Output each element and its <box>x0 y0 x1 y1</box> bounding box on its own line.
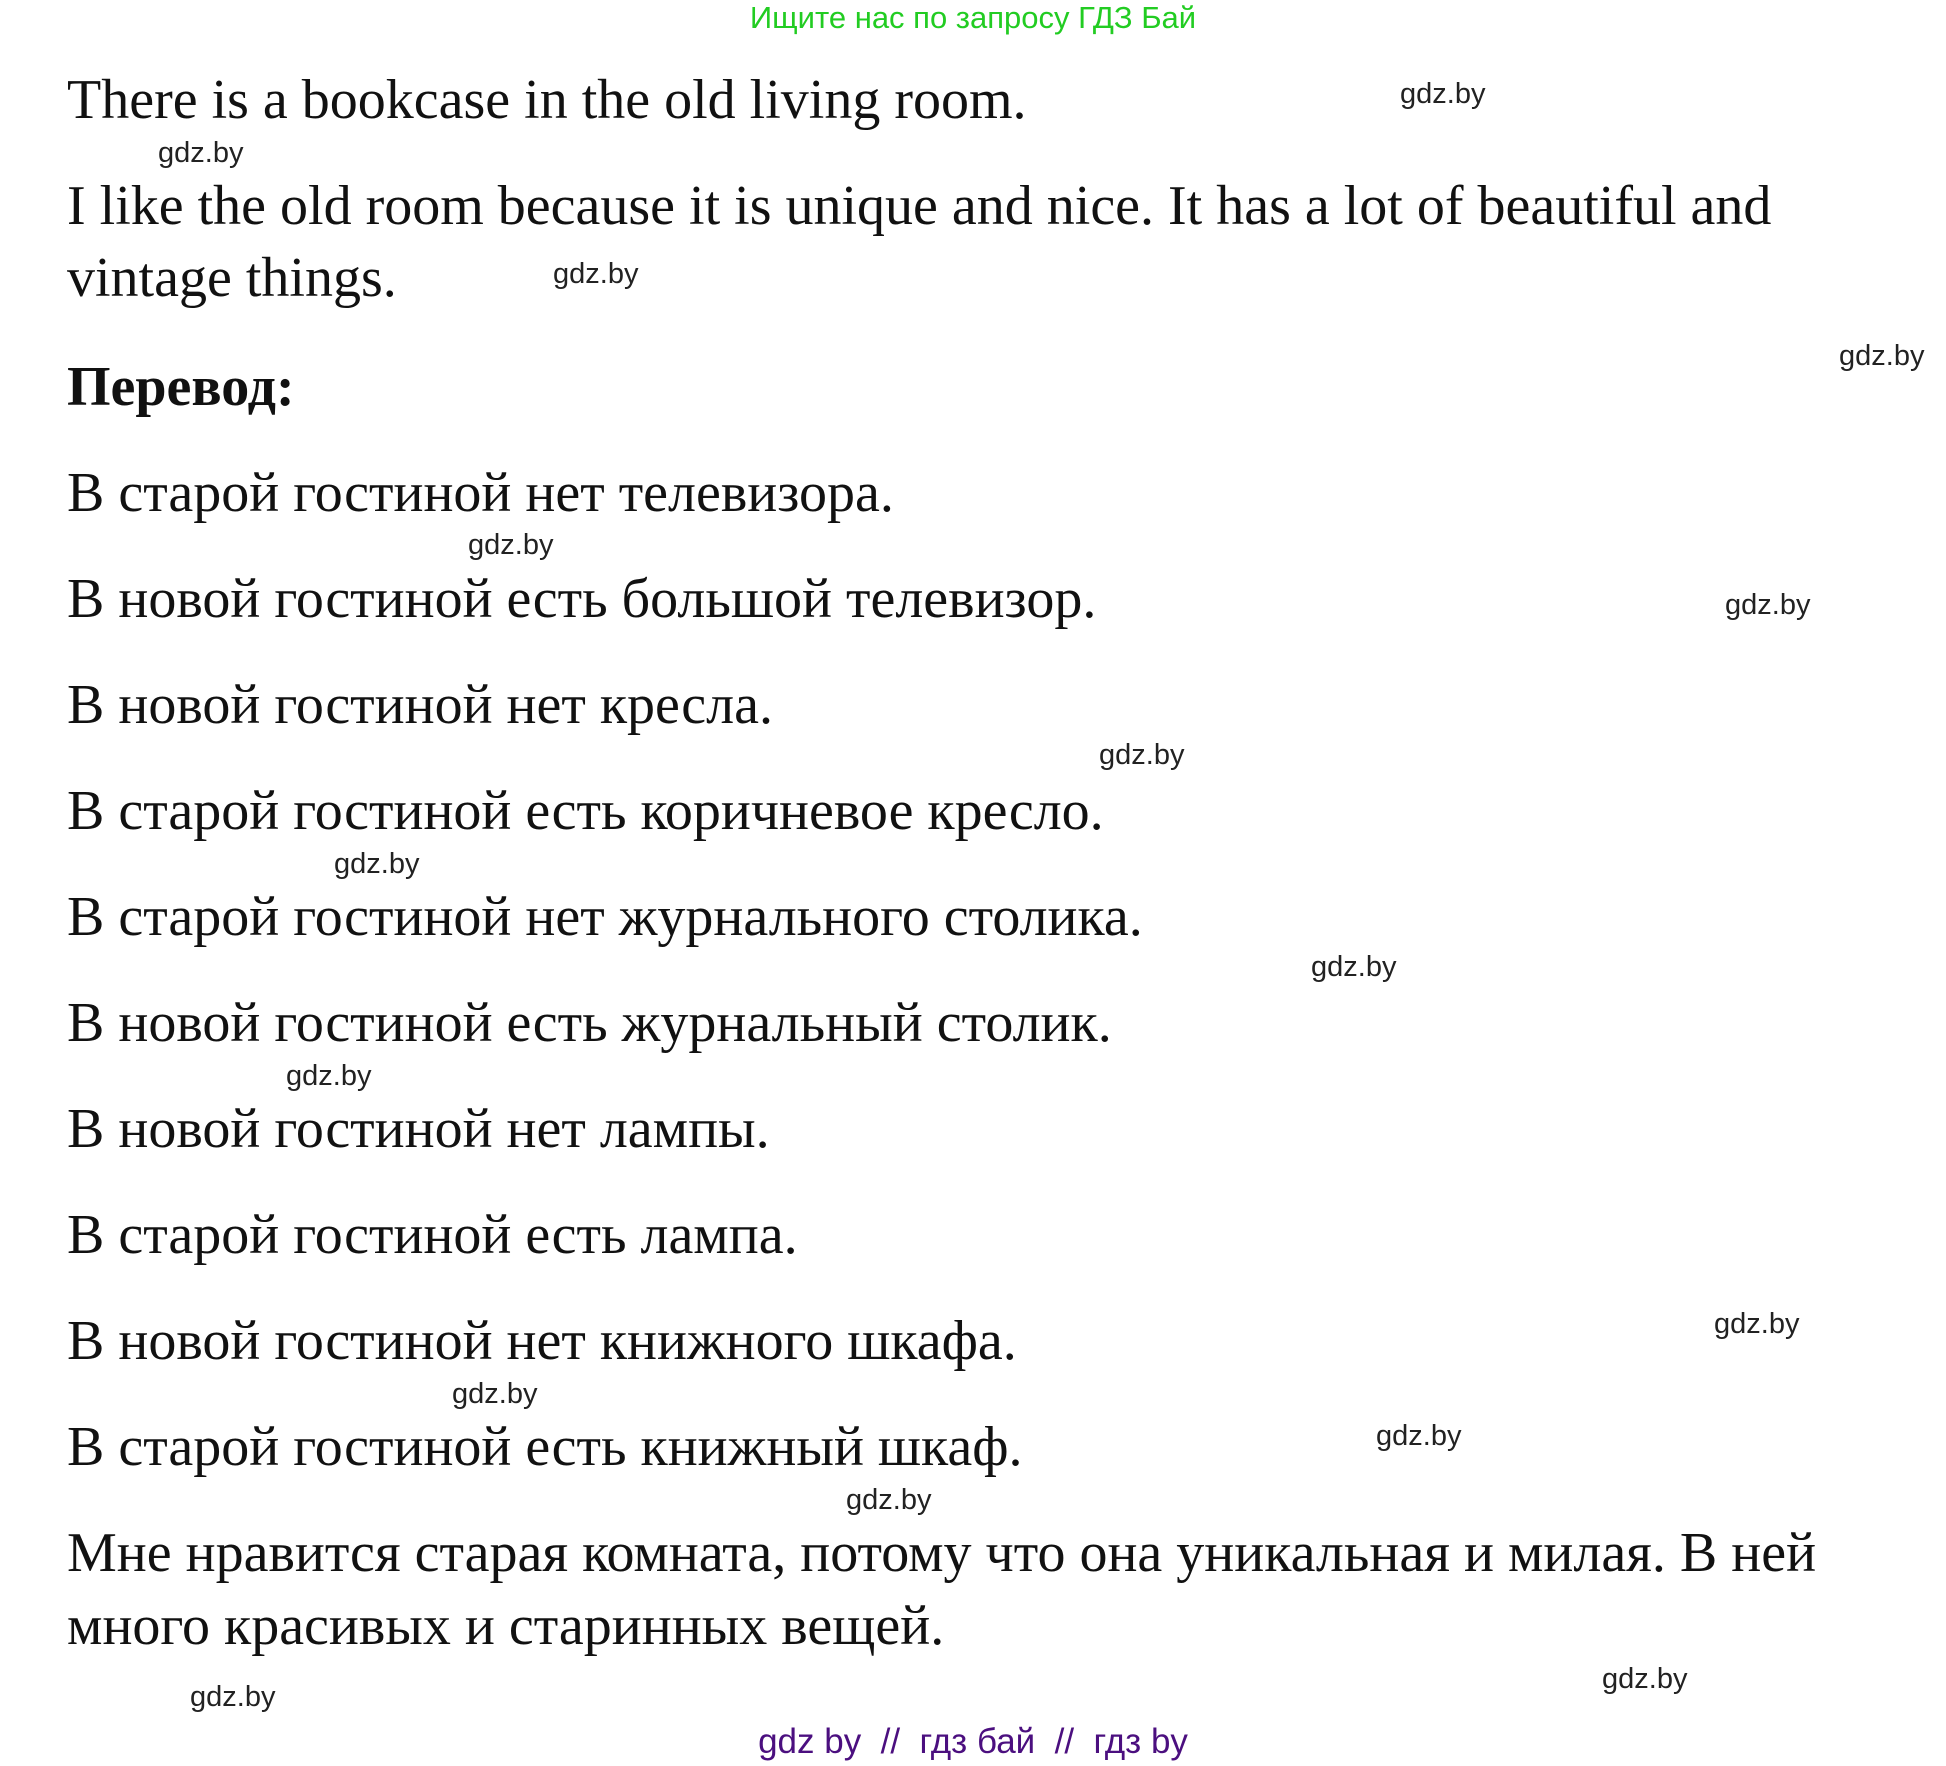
text-line: Мне нравится старая комната, потому что она уникальная и милая. В ней <box>67 1522 1817 1584</box>
watermark: gdz.by <box>452 1378 538 1410</box>
watermark: gdz.by <box>1099 739 1185 771</box>
search-hint-banner: Ищите нас по запросу ГДЗ Бай <box>749 0 1197 35</box>
text-line: В старой гостиной нет журнального столика. <box>67 886 1143 948</box>
text-line: В новой гостиной есть журнальный столик. <box>67 992 1112 1054</box>
text-line: В старой гостиной есть лампа. <box>67 1204 798 1266</box>
text-line: В новой гостиной нет книжного шкафа. <box>67 1310 1017 1372</box>
text-line: В новой гостиной есть большой телевизор. <box>67 568 1097 630</box>
watermark: gdz.by <box>468 529 554 561</box>
watermark: gdz.by <box>190 1681 276 1713</box>
watermark: gdz.by <box>1602 1663 1688 1695</box>
text-line: В старой гостиной нет телевизора. <box>67 462 894 524</box>
text-line: В новой гостиной нет кресла. <box>67 674 773 736</box>
text-line: В старой гостиной есть коричневое кресло. <box>67 780 1104 842</box>
watermark: gdz.by <box>1725 589 1811 621</box>
watermark: gdz.by <box>553 258 639 290</box>
watermark: gdz.by <box>1839 340 1925 372</box>
watermark: gdz.by <box>1714 1308 1800 1340</box>
text-line: I like the old room because it is unique and nice. It has a lot of beautiful and <box>67 175 1772 237</box>
text-line: vintage things. <box>67 247 397 309</box>
watermark: gdz.by <box>1376 1420 1462 1452</box>
text-line: В старой гостиной есть книжный шкаф. <box>67 1416 1023 1478</box>
translation-heading: Перевод: <box>67 356 295 418</box>
text-line: много красивых и старинных вещей. <box>67 1595 945 1657</box>
watermark: gdz.by <box>158 137 244 169</box>
watermark: gdz.by <box>1311 951 1397 983</box>
text-line: В новой гостиной нет лампы. <box>67 1098 770 1160</box>
watermark: gdz.by <box>846 1484 932 1516</box>
watermark: gdz.by <box>334 848 420 880</box>
watermark: gdz.by <box>286 1060 372 1092</box>
text-line: There is a bookcase in the old living room. <box>67 69 1027 131</box>
footer-links: gdz by // гдз бай // гдз by <box>758 1722 1188 1761</box>
watermark: gdz.by <box>1400 78 1486 110</box>
